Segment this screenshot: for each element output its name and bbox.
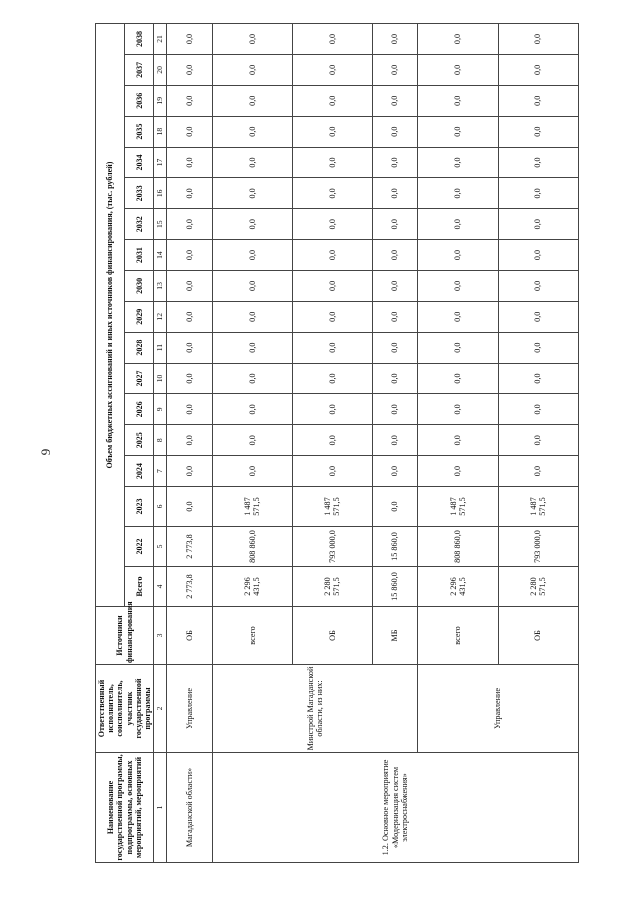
financing-table bbox=[95, 23, 579, 863]
year-header-cell: 2036 bbox=[125, 85, 154, 116]
value-cell: 0,0 bbox=[167, 147, 213, 178]
value-cell: 0,0 bbox=[418, 270, 498, 301]
value-cell: 0,0 bbox=[372, 487, 418, 527]
value-cell: 1 487 571,5 bbox=[418, 487, 498, 527]
year-header-cell: 2029 bbox=[125, 301, 154, 332]
value-cell: 1 487 571,5 bbox=[498, 487, 578, 527]
value-cell: 0,0 bbox=[167, 363, 213, 394]
column-number-cell: 6 bbox=[154, 487, 167, 527]
column-number-cell: 19 bbox=[154, 85, 167, 116]
value-cell: 0,0 bbox=[292, 425, 372, 456]
value-cell: 0,0 bbox=[212, 301, 292, 332]
value-cell: 0,0 bbox=[212, 24, 292, 55]
value-cell: 0,0 bbox=[292, 24, 372, 55]
value-cell: 0,0 bbox=[167, 85, 213, 116]
value-cell: 0,0 bbox=[292, 178, 372, 209]
value-cell: 0,0 bbox=[167, 24, 213, 55]
value-cell: 0,0 bbox=[167, 456, 213, 487]
value-cell: 0,0 bbox=[498, 363, 578, 394]
value-cell: 0,0 bbox=[292, 54, 372, 85]
executor-cell: Управление bbox=[167, 665, 213, 753]
value-cell: 0,0 bbox=[372, 394, 418, 425]
page-number: 9 bbox=[38, 448, 53, 456]
column-number-cell: 8 bbox=[154, 425, 167, 456]
source-cell: всего bbox=[212, 607, 292, 665]
value-cell: 0,0 bbox=[212, 425, 292, 456]
value-cell: 0,0 bbox=[167, 116, 213, 147]
value-cell: 1 487 571,5 bbox=[292, 487, 372, 527]
column-number-cell: 20 bbox=[154, 54, 167, 85]
column-number-cell: 18 bbox=[154, 116, 167, 147]
column-number-cell: 10 bbox=[154, 363, 167, 394]
value-cell: 0,0 bbox=[498, 147, 578, 178]
source-cell: МБ bbox=[372, 607, 418, 665]
value-cell: 0,0 bbox=[372, 301, 418, 332]
value-cell: 0,0 bbox=[418, 332, 498, 363]
value-cell: 0,0 bbox=[498, 240, 578, 271]
program-name-cell: 1.2. Основное мероприятие «Модернизация систем электроснабжения» bbox=[212, 753, 578, 863]
year-header-cell: 2038 bbox=[125, 24, 154, 55]
column-number-cell: 13 bbox=[154, 270, 167, 301]
value-cell: 0,0 bbox=[372, 85, 418, 116]
value-cell: 0,0 bbox=[418, 85, 498, 116]
year-header-cell: 2025 bbox=[125, 425, 154, 456]
value-cell: 0,0 bbox=[372, 363, 418, 394]
value-cell: 0,0 bbox=[372, 425, 418, 456]
year-header-cell: 2037 bbox=[125, 54, 154, 85]
value-cell: 0,0 bbox=[167, 54, 213, 85]
value-cell: 0,0 bbox=[292, 147, 372, 178]
value-cell: 0,0 bbox=[212, 332, 292, 363]
column-number-cell: 12 bbox=[154, 301, 167, 332]
column-number-cell: 14 bbox=[154, 240, 167, 271]
value-cell: 15 860,0 bbox=[372, 567, 418, 607]
year-header-cell: 2031 bbox=[125, 240, 154, 271]
value-cell: 793 000,0 bbox=[498, 527, 578, 567]
table-row bbox=[212, 24, 292, 863]
value-cell: 0,0 bbox=[212, 456, 292, 487]
value-cell: 2 280 571,5 bbox=[292, 567, 372, 607]
value-cell: 1 487 571,5 bbox=[212, 487, 292, 527]
column-number-row bbox=[154, 24, 167, 863]
value-cell: 0,0 bbox=[212, 116, 292, 147]
value-cell: 0,0 bbox=[418, 301, 498, 332]
value-cell: 0,0 bbox=[372, 178, 418, 209]
value-cell: 0,0 bbox=[418, 116, 498, 147]
value-cell: 0,0 bbox=[372, 270, 418, 301]
year-header-cell: 2035 bbox=[125, 116, 154, 147]
executor-cell: Минстрой Магаданской области, из них: bbox=[212, 665, 418, 753]
column-number-cell: 3 bbox=[154, 607, 167, 665]
header-name: Наименование государственной программы, подпрограммы, основных мероприятий, мероприятий bbox=[96, 753, 154, 863]
value-cell: 0,0 bbox=[167, 425, 213, 456]
value-cell: 0,0 bbox=[292, 363, 372, 394]
value-cell: 0,0 bbox=[212, 363, 292, 394]
year-header-cell: 2033 bbox=[125, 178, 154, 209]
value-cell: 0,0 bbox=[498, 85, 578, 116]
value-cell: 0,0 bbox=[212, 178, 292, 209]
table-row bbox=[418, 24, 498, 863]
value-cell: 0,0 bbox=[498, 178, 578, 209]
value-cell: 2 296 431,5 bbox=[418, 567, 498, 607]
value-cell: 2 280 571,5 bbox=[498, 567, 578, 607]
value-cell: 0,0 bbox=[167, 394, 213, 425]
value-cell: 0,0 bbox=[418, 147, 498, 178]
value-cell: 0,0 bbox=[212, 240, 292, 271]
value-cell: 0,0 bbox=[292, 240, 372, 271]
value-cell: 0,0 bbox=[292, 85, 372, 116]
source-cell: ОБ bbox=[292, 607, 372, 665]
source-cell: всего bbox=[418, 607, 498, 665]
value-cell: 0,0 bbox=[167, 178, 213, 209]
value-cell: 0,0 bbox=[498, 116, 578, 147]
value-cell: 0,0 bbox=[498, 456, 578, 487]
value-cell: 0,0 bbox=[167, 301, 213, 332]
value-cell: 0,0 bbox=[372, 54, 418, 85]
value-cell: 0,0 bbox=[212, 270, 292, 301]
value-cell: 0,0 bbox=[498, 425, 578, 456]
value-cell: 0,0 bbox=[418, 209, 498, 240]
source-cell: ОБ bbox=[167, 607, 213, 665]
value-cell: 0,0 bbox=[292, 116, 372, 147]
value-cell: 0,0 bbox=[498, 24, 578, 55]
year-header-cell: 2022 bbox=[125, 527, 154, 567]
table-row bbox=[167, 24, 213, 863]
year-header-cell: 2024 bbox=[125, 456, 154, 487]
value-cell: 0,0 bbox=[212, 147, 292, 178]
column-number-cell: 9 bbox=[154, 394, 167, 425]
value-cell: 2 296 431,5 bbox=[212, 567, 292, 607]
value-cell: 0,0 bbox=[212, 209, 292, 240]
value-cell: 0,0 bbox=[292, 270, 372, 301]
value-cell: 808 860,0 bbox=[212, 527, 292, 567]
value-cell: 15 860,0 bbox=[372, 527, 418, 567]
header-source: Источники финансирования bbox=[96, 607, 154, 665]
column-number-cell: 15 bbox=[154, 209, 167, 240]
year-header-cell: 2030 bbox=[125, 270, 154, 301]
value-cell: 0,0 bbox=[292, 332, 372, 363]
executor-cell: Управление bbox=[418, 665, 578, 753]
value-cell: 0,0 bbox=[418, 425, 498, 456]
header-executor: Ответственный исполнитель, соисполнитель, участник государственной программы bbox=[96, 665, 154, 753]
column-number-cell: 5 bbox=[154, 527, 167, 567]
value-cell: 0,0 bbox=[372, 456, 418, 487]
value-cell: 0,0 bbox=[418, 456, 498, 487]
column-number-cell: 7 bbox=[154, 456, 167, 487]
value-cell: 0,0 bbox=[418, 363, 498, 394]
column-number-cell: 17 bbox=[154, 147, 167, 178]
value-cell: 0,0 bbox=[418, 178, 498, 209]
value-cell: 0,0 bbox=[372, 240, 418, 271]
value-cell: 0,0 bbox=[292, 209, 372, 240]
column-number-cell: 11 bbox=[154, 332, 167, 363]
value-cell: 2 773,8 bbox=[167, 567, 213, 607]
program-name-cell: Магаданской области» bbox=[167, 753, 213, 863]
value-cell: 0,0 bbox=[418, 24, 498, 55]
value-cell: 0,0 bbox=[372, 332, 418, 363]
value-cell: 0,0 bbox=[212, 54, 292, 85]
value-cell: 0,0 bbox=[498, 394, 578, 425]
value-cell: 0,0 bbox=[292, 456, 372, 487]
value-cell: 0,0 bbox=[498, 54, 578, 85]
year-header-cell: 2028 bbox=[125, 332, 154, 363]
value-cell: 0,0 bbox=[498, 209, 578, 240]
financing-table-sheet bbox=[95, 23, 548, 863]
header-budget-title: Объем бюджетных ассигнований и иных источников финансирования, (тыс. рублей) bbox=[96, 24, 125, 607]
value-cell: 0,0 bbox=[167, 332, 213, 363]
year-header-cell: 2032 bbox=[125, 209, 154, 240]
year-header-cell: 2023 bbox=[125, 487, 154, 527]
column-number-cell: 16 bbox=[154, 178, 167, 209]
column-number-cell: 4 bbox=[154, 567, 167, 607]
source-cell: ОБ bbox=[498, 607, 578, 665]
value-cell: 0,0 bbox=[167, 270, 213, 301]
value-cell: 0,0 bbox=[372, 209, 418, 240]
value-cell: 0,0 bbox=[167, 240, 213, 271]
value-cell: 793 000,0 bbox=[292, 527, 372, 567]
value-cell: 0,0 bbox=[292, 301, 372, 332]
year-header-cell: 2034 bbox=[125, 147, 154, 178]
year-header-cell: 2027 bbox=[125, 363, 154, 394]
value-cell: 0,0 bbox=[292, 394, 372, 425]
value-cell: 0,0 bbox=[372, 24, 418, 55]
value-cell: 0,0 bbox=[418, 54, 498, 85]
value-cell: 0,0 bbox=[498, 332, 578, 363]
column-number-cell: 2 bbox=[154, 665, 167, 753]
column-number-cell: 21 bbox=[154, 24, 167, 55]
value-cell: 0,0 bbox=[372, 147, 418, 178]
year-header-cell: 2026 bbox=[125, 394, 154, 425]
value-cell: 0,0 bbox=[498, 301, 578, 332]
value-cell: 0,0 bbox=[418, 394, 498, 425]
year-header-cell: Всего bbox=[125, 567, 154, 607]
value-cell: 0,0 bbox=[372, 116, 418, 147]
value-cell: 0,0 bbox=[498, 270, 578, 301]
value-cell: 0,0 bbox=[418, 240, 498, 271]
value-cell: 0,0 bbox=[212, 85, 292, 116]
column-number-cell: 1 bbox=[154, 753, 167, 863]
value-cell: 0,0 bbox=[167, 209, 213, 240]
table-body bbox=[167, 24, 579, 863]
value-cell: 0,0 bbox=[167, 487, 213, 527]
value-cell: 808 860,0 bbox=[418, 527, 498, 567]
value-cell: 0,0 bbox=[212, 394, 292, 425]
value-cell: 2 773,8 bbox=[167, 527, 213, 567]
